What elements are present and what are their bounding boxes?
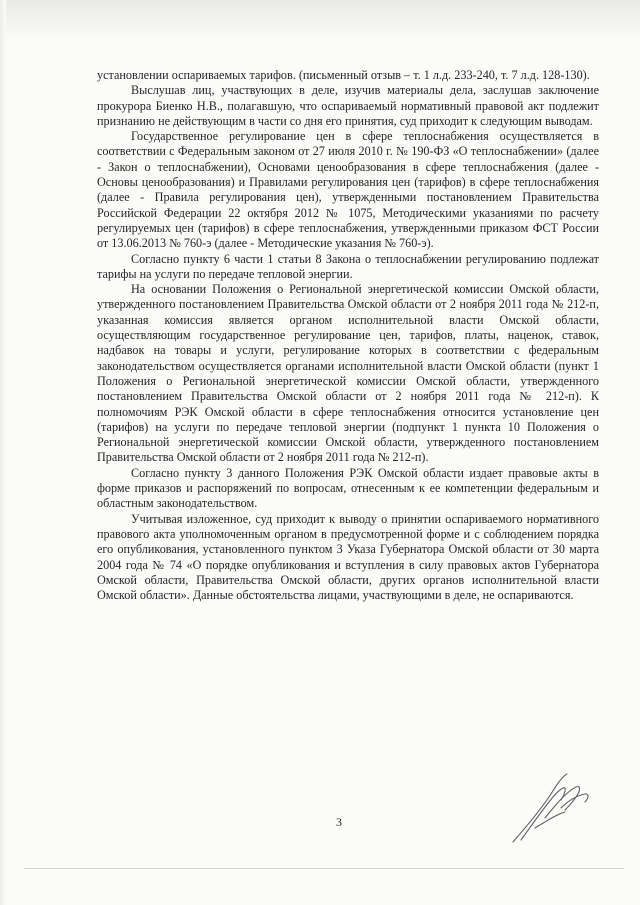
document-body xyxy=(97,68,599,603)
handwritten-signature xyxy=(505,768,595,848)
scan-shadow xyxy=(0,0,640,40)
paragraph-6: Согласно пункту 3 данного Положения РЭК Омской области издает правовые акты в форме приказов и распоряжений по вопросам, отнесенным к ее компетенции федеральным и областным законодательством. xyxy=(97,465,599,511)
paragraph-3: Государственное регулирование цен в сфере теплоснабжения осуществляется в соответствии с Федеральным законом от 27 июля 2010 г. № 190-ФЗ «О теплоснабжении» (далее - Закон о теплоснабжении), Основами ценообразования в сфере теплоснабжения (далее - Основы ценообразования) и Правилами регулирования цен (тарифов) в сфере теплоснабжения (далее - Правила регулирования цен), утвержденными постановлением Правительства Российской Федерации 22 октября 2012 № 1075, Методическими указаниями по расчету регулируемых цен (тарифов) в сфере теплоснабжения, утвержденными приказом ФСТ России от 13.06.2013 № 760-э (далее - Методические указания № 760-э). xyxy=(97,129,599,251)
paragraph-7: Учитывая изложенное, суд приходит к выводу о принятии оспариваемого нормативного правового акта уполномоченным органом в предусмотренной форме и с соблюдением порядка его опубликования, установленного пунктом 3 Указа Губернатора Омской области от 30 марта 2004 года № 74 «О порядке опубликования и вступления в силу правовых актов Губернатора Омской области, Правительства Омской области, других органов исполнительной власти Омской области». Данные обстоятельства лицами, участвующими в деле, не оспариваются. xyxy=(97,511,599,603)
paragraph-4: Согласно пункту 6 части 1 статьи 8 Закона о теплоснабжении регулированию подлежат тарифы на услуги по передаче тепловой энергии. xyxy=(97,251,599,281)
paragraph-1: установлении оспариваемых тарифов. (письменный отзыв – т. 1 л.д. 233-240, т. 7 л.д. 128-130). xyxy=(97,68,590,82)
paragraph-5: На основании Положения о Региональной энергетической комиссии Омской области, утвержденного постановлением Правительства Омской области от 2 ноября 2011 года № 212-п, указанная комиссия является органом исполнительной власти Омской области, осуществляющим государственное регулирование цен, тарифов, платы, наценок, ставок, надбавок на товары и услуги, регулирование которых в соответствии с федеральным законодательством осуществляется органами исполнительной власти Омской области (пункт 1 Положения о Региональной энергетической комиссии Омской области, утвержденного постановлением Правительства Омской области от 2 ноября 2011 года № 212-п). К полномочиям РЭК Омской области в сфере теплоснабжения относится установление цен (тарифов) на услуги по передаче тепловой энергии (подпункт 1 пункта 10 Положения о Региональной энергетической комиссии Омской области, утвержденного постановлением Правительства Омской области от 2 ноября 2011 года № 212-п). xyxy=(97,282,599,465)
scan-left-edge xyxy=(0,0,6,905)
page-number: 3 xyxy=(336,815,342,829)
scan-bottom-edge xyxy=(24,868,624,869)
paragraph-2: Выслушав лиц, участвующих в деле, изучив материалы дела, заслушав заключение прокурора Биенко Н.В., полагавшую, что оспариваемый нормативный правовой акт подлежит признанию не действующим в части со дня его принятия, суд приходит к следующим выводам. xyxy=(97,83,599,128)
